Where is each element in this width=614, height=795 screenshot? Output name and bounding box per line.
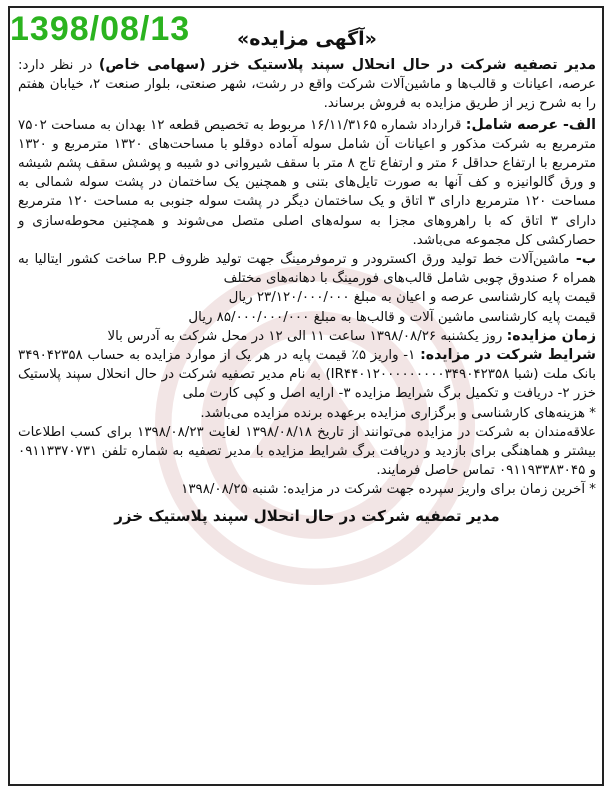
conditions-paragraph — [18, 346, 596, 404]
notice-title: «آگهی مزایده» — [237, 28, 377, 50]
intro-paragraph — [18, 56, 596, 114]
auction-time-text: روز یکشنبه ۱۳۹۸/۰۸/۲۶ ساعت ۱۱ الی ۱۲ در محل شرکت به آدرس بالا — [107, 328, 507, 344]
section-a-text: قرارداد شماره ۱۶/۱۱/۳۱۶۵ مربوط به تخصیص قطعه ۱۲ بهدان به مساحت ۷۵۰۲ مترمربع به شرکت مذکور و اعیانات آن شامل سوله آماده دوقلو با مساحت‌های ۱۳۲۰ مترمربع و ۱۳۲۰ مترمربع با ارتفاع حداقل ۶ متر و ارتفاع تاج ۸ متر با سقف شیروانی دو شیبه و پوشش سقف پشم شیشه و ورق گالوانیزه و کف آنها به صورت تایل‌های بتنی و همچنین یک ساختمان در پشت سوله شمالی به مساحت ۱۲۰ مترمربع دارای ۳ اتاق و یک ساختمان دیگر در پشت سوله جنوبی به مساحت ۱۲۰ مترمربع دارای ۳ اتاق که با راهروهای مجزا به سوله‌های اصلی متصل می‌شوند و همچنین محوطه‌سازی و حصارکشی کل مجموعه می‌باشد. — [18, 117, 597, 248]
deadline-note: * آخرین زمان برای واریز سپرده جهت شرکت در مزایده: شنبه ۱۳۹۸/۰۸/۲۵ — [181, 482, 596, 498]
section-a-label: الف- عرصه شامل: — [465, 116, 596, 133]
signature: مدیر تصفیه شرکت در حال انحلال سپند پلاستیک خزر — [114, 506, 500, 525]
section-a-paragraph — [18, 116, 596, 250]
conditions-label: شرایط شرکت در مزایده: — [420, 347, 596, 364]
applicants-note: علاقه‌مندان به شرکت در مزایده می‌توانند از تاریخ ۱۳۹۸/۰۸/۱۸ لغایت ۱۳۹۸/۰۸/۲۳ برای کسب اطلاعات بیشتر و هماهنگی برای بازدید و دریافت برگ شرایط مزایده با مدیر تصفیه به شماره تلفن ۰۹۱۱۳۳۷۰۷۳۱ و ۰۹۱۱۹۳۳۸۳۰۴۵ تماس حاصل فرمایند. — [18, 424, 596, 479]
date-stamp: 1398/08/13 — [10, 10, 191, 48]
costs-note: * هزینه‌های کارشناسی و برگزاری مزایده برعهده برنده مزایده می‌باشد. — [200, 405, 596, 421]
section-b-text: ماشین‌آلات خط تولید ورق اکسترودر و ترموفرمینگ جهت تولید ظروف P.P ساخت کشور ایتالیا به همراه ۶ صندوق چوبی شامل قالب‌های فورمینگ با دهانه‌های مختلف — [18, 252, 596, 287]
conditions-text: ۱- واریز ۵٪ قیمت پایه در هر یک از موارد مزایده به حساب ۳۴۹۰۴۲۳۵۸ بانک ملت (شبا IR۴۴۰۱۲۰۰۰۰۰۰۰۰۰۳۴۹۰۴۲۳۵۸) به نام مدیر تصفیه شرکت در حال انحلال سپند پلاستیک خزر ۲- دریافت و تکمیل برگ شرایط مزایده ۳- ارایه اصل و کپی کارت ملی — [18, 348, 596, 402]
auction-time-label: زمان مزایده: — [506, 327, 596, 344]
price-line-machinery: قیمت پایه کارشناسی ماشین آلات و قالب‌ها به مبلغ ۸۵/۰۰۰/۰۰۰/۰۰۰ ریال — [188, 309, 596, 325]
section-b-paragraph — [18, 250, 596, 288]
section-b-label: ب- — [569, 251, 596, 268]
auction-time-paragraph — [18, 327, 596, 346]
notice-body — [18, 28, 596, 526]
intro-text: در نظر دارد: عرصه، اعیانات و قالب‌ها و ماشین‌آلات شرکت واقع در رشت، شهر صنعتی، بلوار صنعت ۲، خیابان هفتم را به شرح زیر از طریق مزایده به فروش برساند. — [18, 58, 596, 112]
price-line-land: قیمت پایه کارشناسی عرصه و اعیان به مبلغ ۲۳/۱۲۰/۰۰۰/۰۰۰ ریال — [228, 290, 596, 306]
intro-heading: مدیر تصفیه شرکت در حال انحلال سپند پلاستیک خزر (سهامی خاص) — [98, 57, 596, 73]
